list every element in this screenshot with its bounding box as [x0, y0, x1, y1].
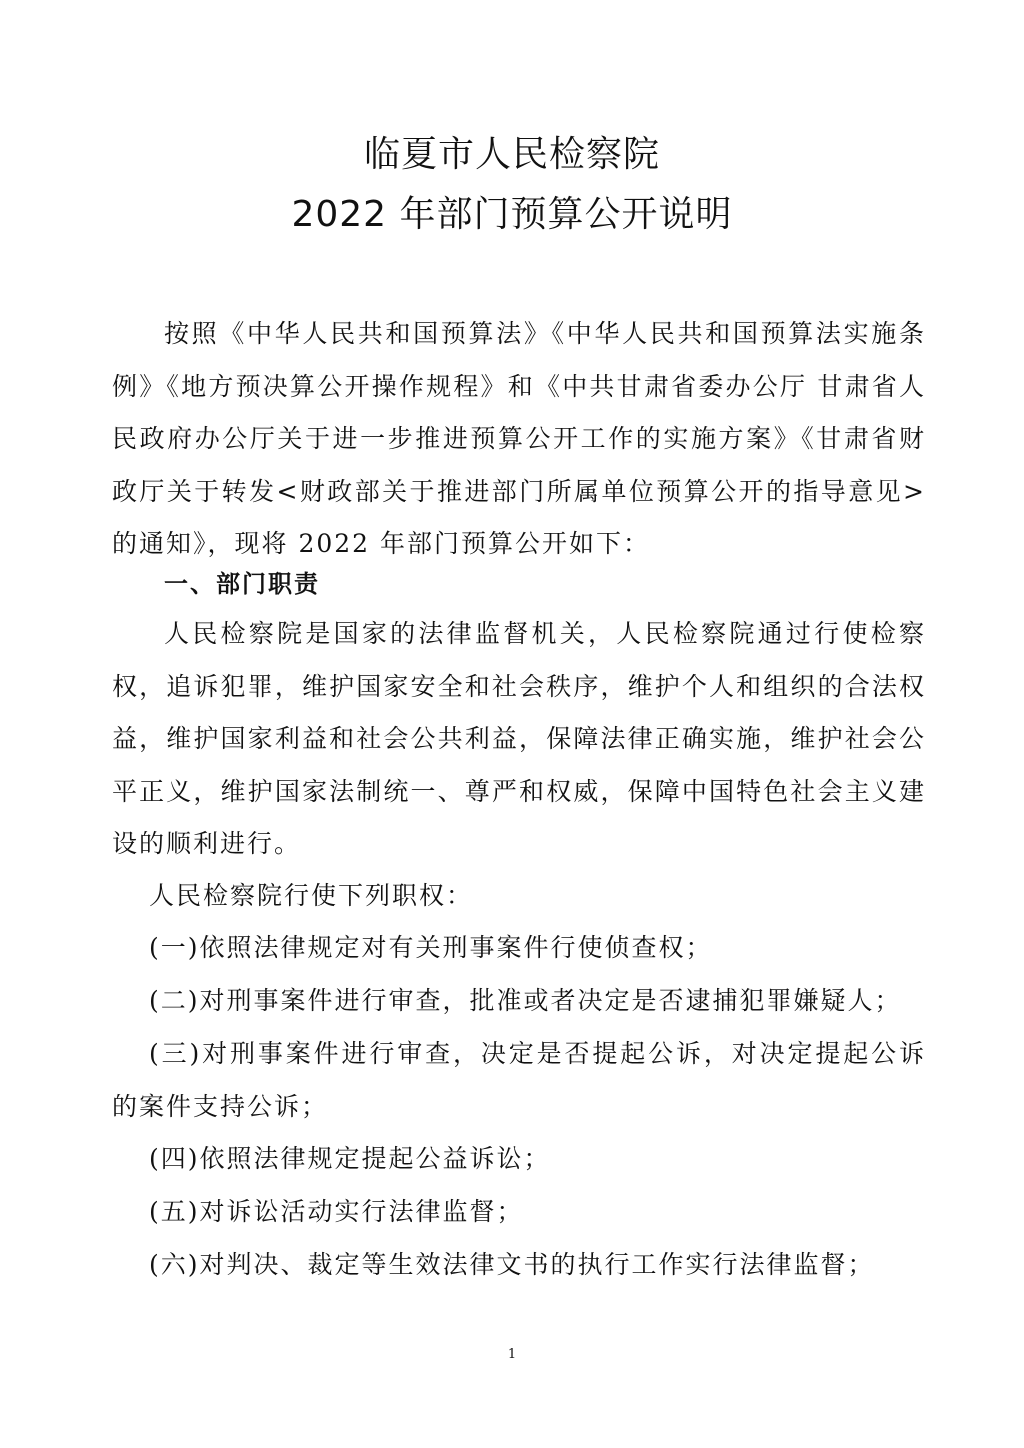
- power-item: (六)对判决、裁定等生效法律文书的执行工作实行法律监督；: [149, 1250, 875, 1279]
- document-title: 临夏市人民检察院: [363, 134, 660, 175]
- intro-paragraph: 按照《中华人民共和国预算法》《中华人民共和国预算法实施条例》《地方预决算公开操作规程》和《中共甘肃省委办公厅 甘肃省人民政府办公厅关于进一步推进预算公开工作的实施方案》《甘肃省财政厅关于转发<财政部关于推进部门所属单位预算公开的指导意见>的通知》，现将 2022 年部门预算公开如下：: [112, 319, 926, 558]
- responsibilities-paragraph: 人民检察院是国家的法律监督机关，人民检察院通过行使检察权，追诉犯罪，维护国家安全和社会秩序，维护个人和组织的合法权益，维护国家利益和社会公共利益，保障法律正确实施，维护社会公平正义，维护国家法制统一、尊严和权威，保障中国特色社会主义建设的顺利进行。: [112, 619, 926, 858]
- section-heading-responsibilities: 一、部门职责: [164, 570, 320, 598]
- page-number: 1: [507, 1347, 517, 1362]
- power-item: (一)依照法律规定对有关刑事案件行使侦查权；: [149, 933, 713, 962]
- power-item: (三)对刑事案件进行审查，决定是否提起公诉，对决定提起公诉的案件支持公诉；: [112, 1039, 926, 1121]
- power-item: (四)依照法律规定提起公益诉讼；: [149, 1144, 551, 1173]
- power-item: (五)对诉讼活动实行法律监督；: [149, 1197, 524, 1226]
- powers-intro: 人民检察院行使下列职权：: [149, 881, 474, 910]
- document-subtitle: 2022 年部门预算公开说明: [291, 194, 733, 235]
- power-item: (二)对刑事案件进行审查，批准或者决定是否逮捕犯罪嫌疑人；: [149, 986, 902, 1015]
